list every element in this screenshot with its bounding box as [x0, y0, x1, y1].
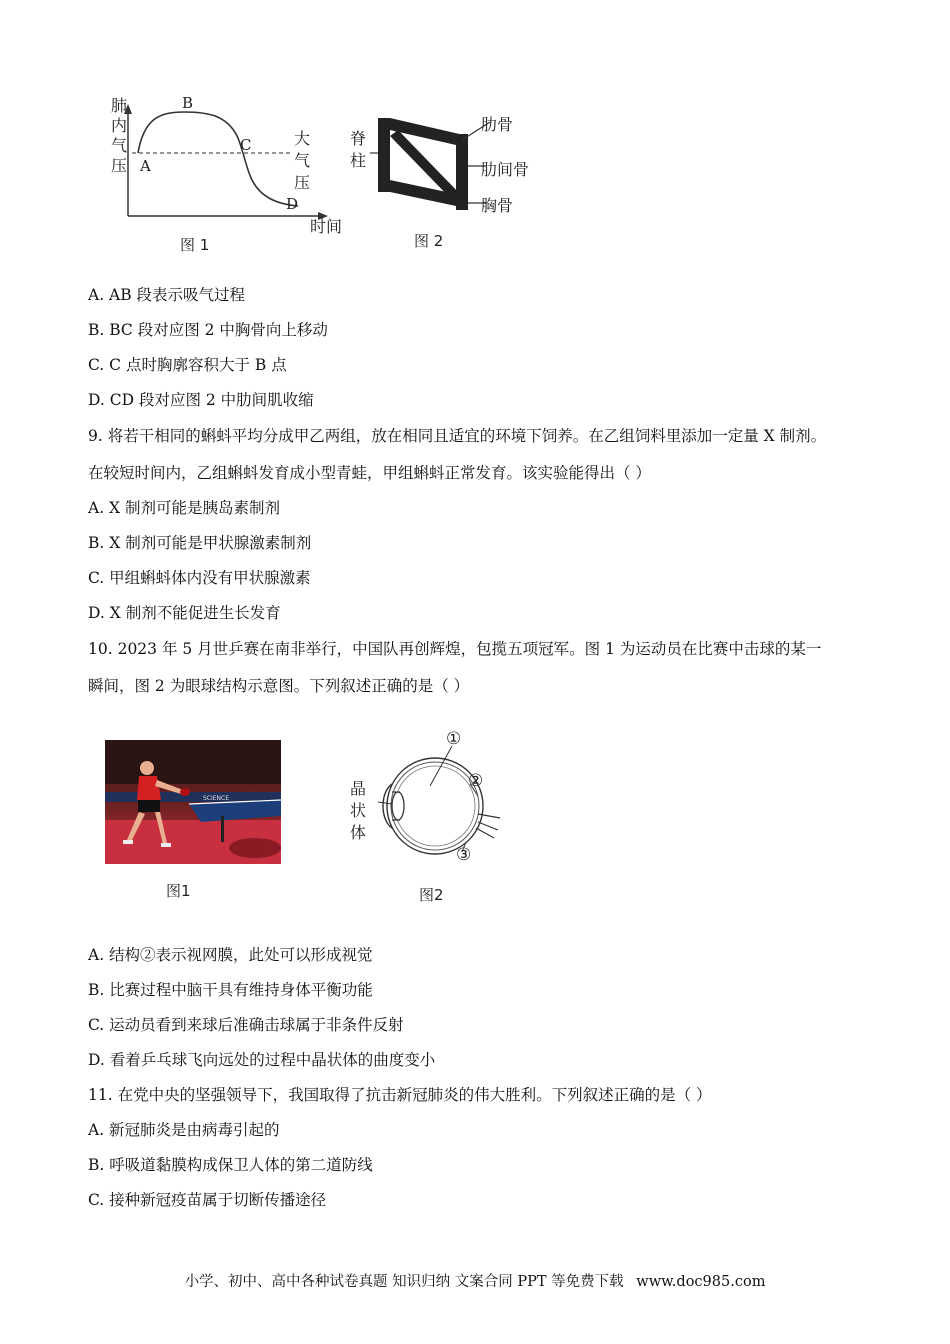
q10-option-c: C. 运动员看到来球后准确击球属于非条件反射 [88, 1016, 404, 1034]
page-footer [0, 1270, 950, 1291]
eye-marker-2: ② [468, 771, 484, 791]
eye-marker-1: ① [446, 729, 462, 749]
table-tennis-photo [105, 740, 281, 864]
point-d-label: D [286, 195, 299, 213]
fig2-caption: 图 2 [414, 232, 444, 250]
q10-option-b: B. 比赛过程中脑干具有维持身体平衡功能 [88, 981, 373, 999]
q9-option-d: D. X 制剂不能促进生长发育 [88, 604, 281, 622]
footer-url[interactable]: www.doc985.com [636, 1274, 766, 1290]
q9-stem-line1: 9. 将若干相同的蝌蚪平均分成甲乙两组，放在相同且适宜的环境下饲养。在乙组饲料里添加一定量 X 制剂。 [88, 427, 827, 445]
point-c-label: C [240, 136, 252, 154]
q11-option-b: B. 呼吸道黏膜构成保卫人体的第二道防线 [88, 1156, 373, 1174]
q9-stem-line2: 在较短时间内，乙组蝌蚪发育成小型青蛙，甲组蝌蚪正常发育。该实验能得出（ ） [88, 464, 651, 482]
q10-fig1-caption: 图1 [166, 882, 191, 900]
q10-stem-line2: 瞬间，图 2 为眼球结构示意图。下列叙述正确的是（ ） [88, 677, 470, 695]
q11-option-a: A. 新冠肺炎是由病毒引起的 [88, 1121, 280, 1139]
q8-option-a: A. AB 段表示吸气过程 [88, 286, 246, 304]
eyeball-diagram [370, 726, 510, 876]
q10-fig2-caption: 图2 [419, 886, 444, 904]
point-a-label: A [140, 157, 151, 175]
q10-option-a: A. 结构②表示视网膜，此处可以形成视觉 [88, 946, 373, 964]
q11-option-c: C. 接种新冠疫苗属于切断传播途径 [88, 1191, 327, 1209]
q9-option-b: B. X 制剂可能是甲状腺激素制剂 [88, 534, 312, 552]
q10-option-d: D. 看着乒乓球飞向远处的过程中晶状体的曲度变小 [88, 1051, 436, 1069]
rib-label: 肋骨 [481, 115, 514, 134]
footer-text: 小学、初中、高中各种试卷真题 知识归纳 文案合同 PPT 等免费下载 [184, 1274, 624, 1290]
lens-label: 晶 状 体 [349, 779, 366, 842]
eye-marker-3: ③ [456, 845, 472, 865]
atmospheric-pressure-label: 大 气 压 [293, 129, 310, 192]
spine-label: 脊 柱 [349, 129, 366, 170]
photo-banner-text: SCIENCE [203, 795, 230, 802]
point-b-label: B [182, 94, 194, 112]
sternum-label: 胸骨 [481, 196, 514, 215]
q10-stem-line1: 10. 2023 年 5 月世乒赛在南非举行，中国队再创辉煌，包揽五项冠军。图 1 为运动员在比赛中击球的某一 [88, 640, 822, 658]
q11-stem: 11. 在党中央的坚强领导下，我国取得了抗击新冠肺炎的伟大胜利。下列叙述正确的是（ ） [88, 1086, 712, 1104]
x-axis-label: 时间 [310, 217, 343, 236]
q8-option-c: C. C 点时胸廓容积大于 B 点 [88, 356, 287, 374]
y-axis-label: 肺 内 气 压 [110, 96, 127, 175]
q8-option-d: D. CD 段对应图 2 中肋间肌收缩 [88, 391, 314, 409]
fig1-caption: 图 1 [180, 236, 210, 254]
q9-option-a: A. X 制剂可能是胰岛素制剂 [88, 499, 281, 517]
intercostal-label: 肋间骨 [481, 160, 530, 179]
q9-option-c: C. 甲组蝌蚪体内没有甲状腺激素 [88, 569, 311, 587]
q8-option-b: B. BC 段对应图 2 中胸骨向上移动 [88, 321, 328, 339]
